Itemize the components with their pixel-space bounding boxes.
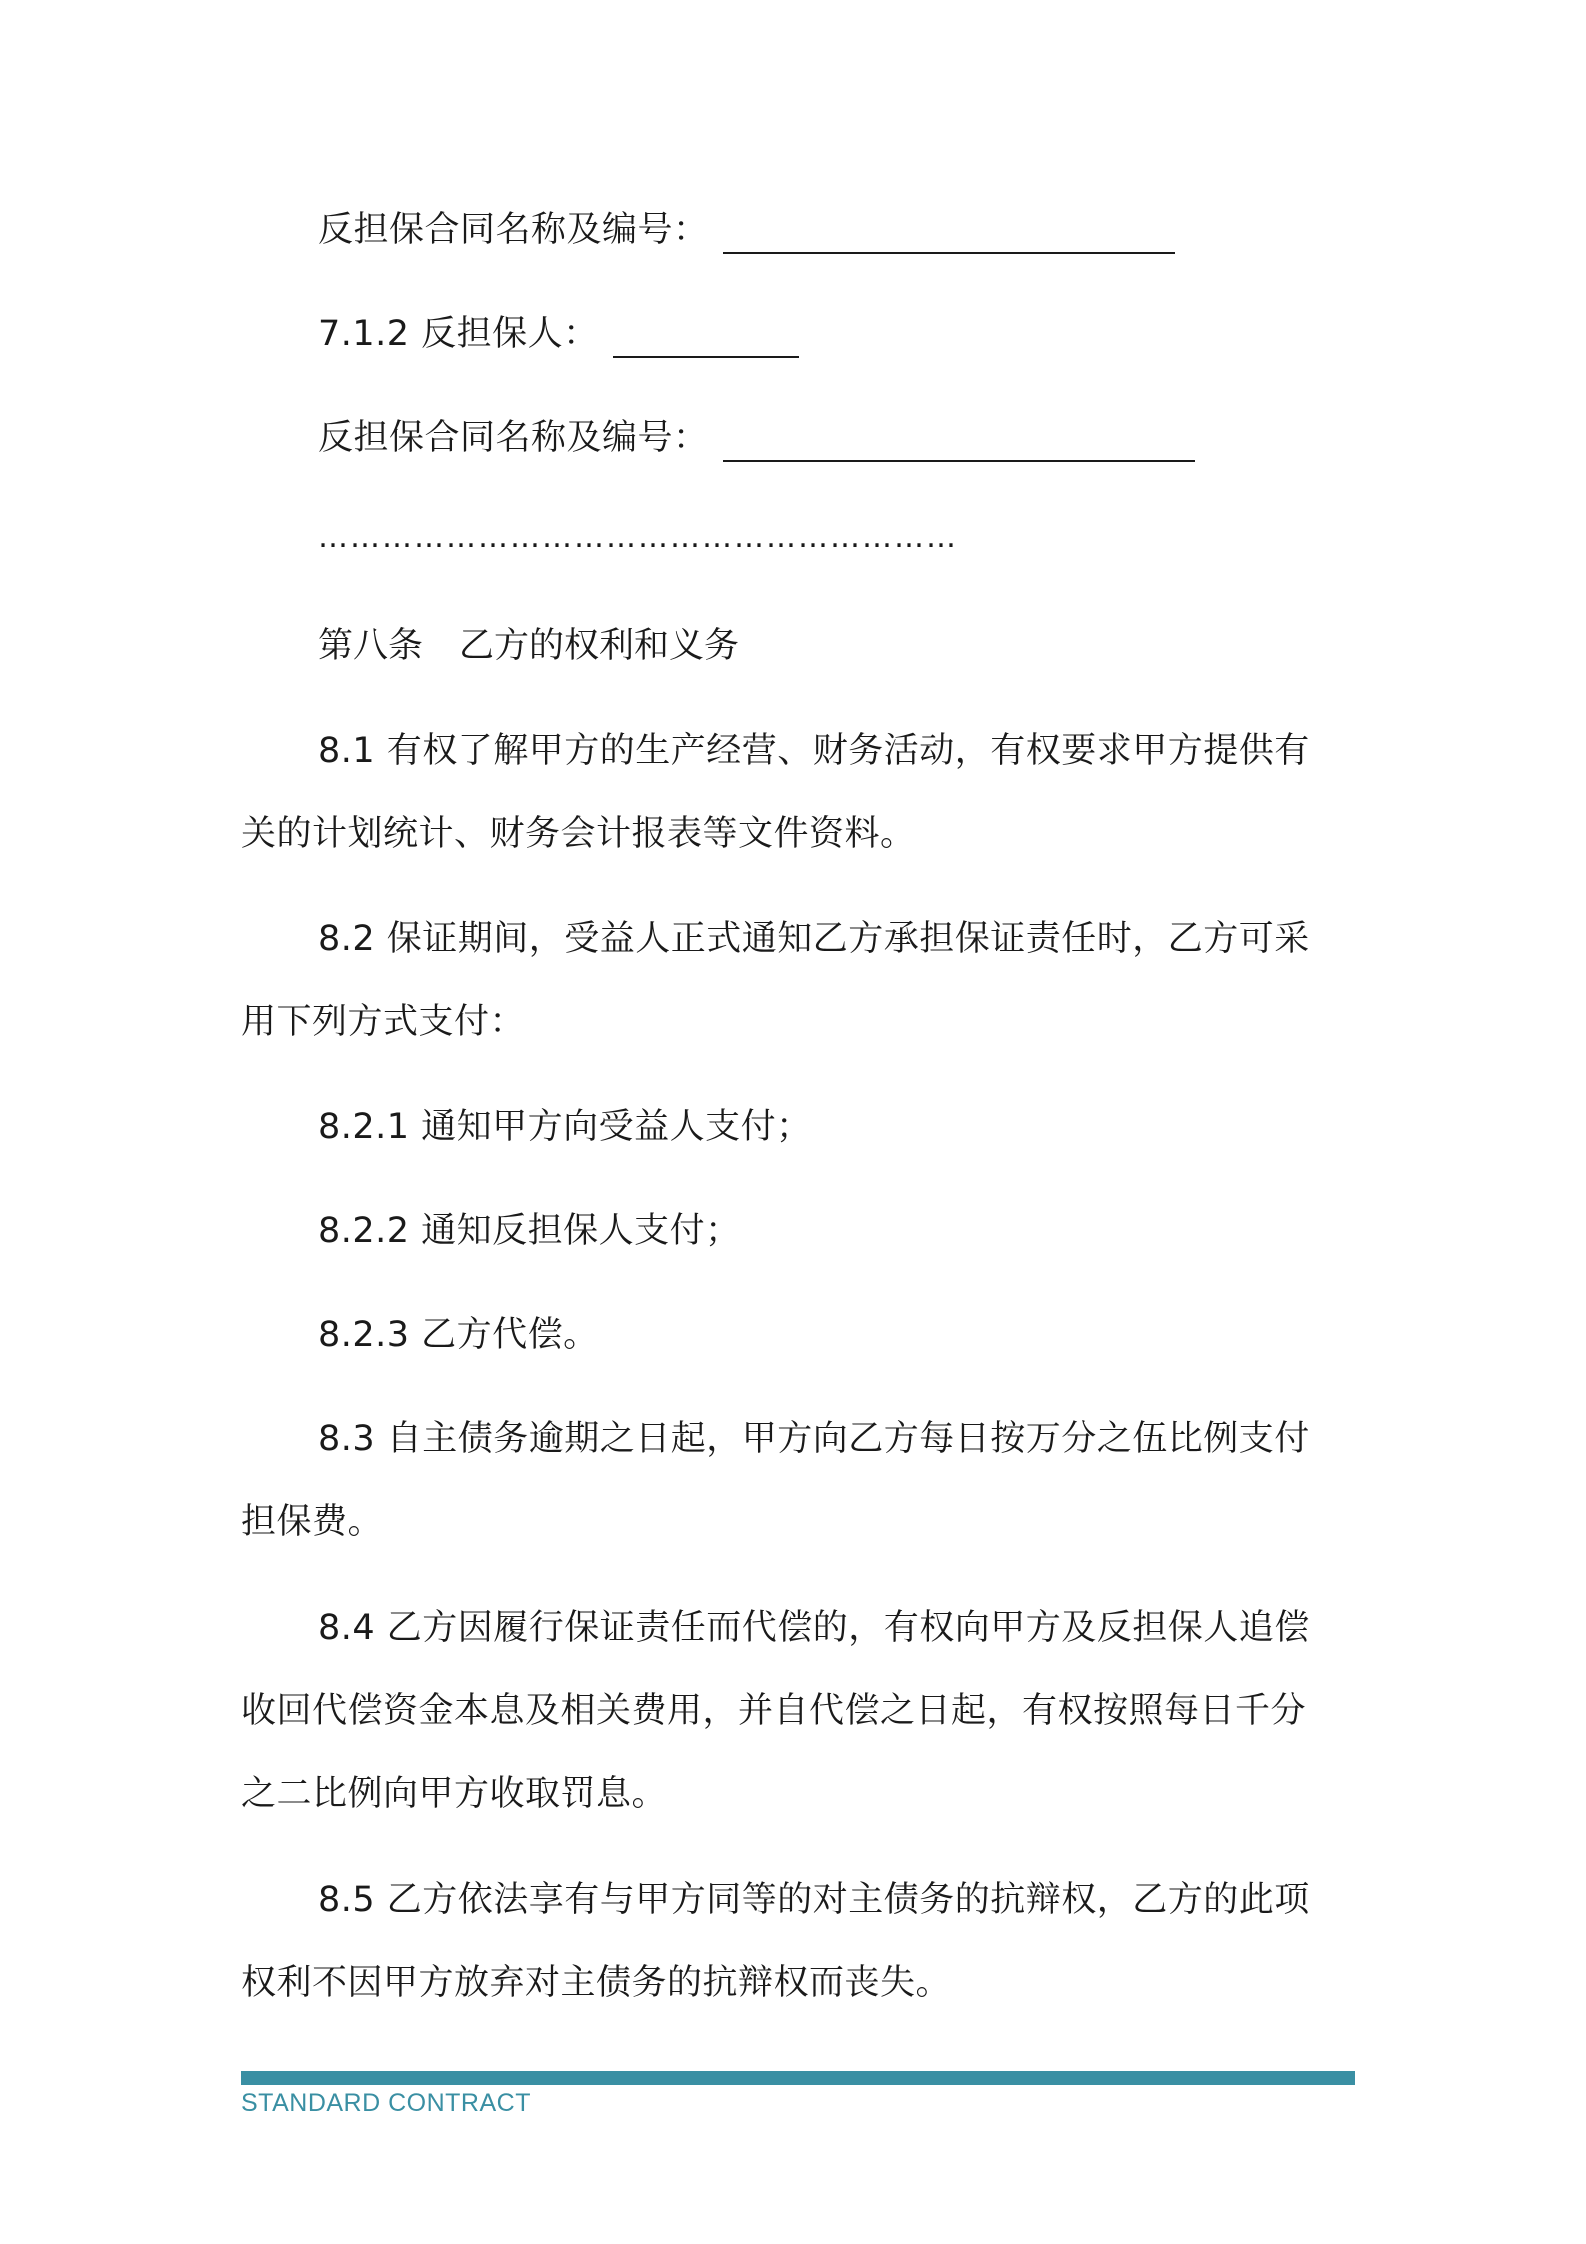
article-title: 乙方的权利和义务 [459,626,740,666]
fill-in-blank[interactable] [723,422,1195,462]
clause-8-4-line-1: 8.4 乙方因履行保证责任而代偿的，有权向甲方及反担保人追偿 [318,1608,1310,1648]
footer-label: STANDARD CONTRACT [241,2089,531,2117]
clause-8-3-line-1: 8.3 自主债务逾期之日起，甲方向乙方每日按万分之伍比例支付 [318,1419,1310,1459]
clause-8-2-line-1: 8.2 保证期间，受益人正式通知乙方承担保证责任时，乙方可采 [318,919,1310,959]
counter-guarantor-field [318,310,799,358]
clause-8-5-line-1: 8.5 乙方依法享有与甲方同等的对主债务的抗辩权，乙方的此项 [318,1880,1310,1920]
ellipsis-line: …………………………………………………… [318,520,958,555]
clause-8-5-line-2: 权利不因甲方放弃对主债务的抗辩权而丧失。 [241,1963,952,2003]
clause-8-4-line-2: 收回代偿资金本息及相关费用，并自代偿之日起，有权按照每日千分 [241,1691,1307,1731]
clause-8-2-2: 8.2.2 通知反担保人支付； [318,1211,741,1251]
field-label: 7.1.2 反担保人： [318,314,599,354]
clause-8-2-line-2: 用下列方式支付： [241,1002,526,1042]
field-label: 反担保合同名称及编号： [318,210,709,250]
clause-8-2-1: 8.2.1 通知甲方向受益人支付； [318,1107,812,1147]
counter-contract-name-field-2 [318,414,1195,462]
clause-8-3-line-2: 担保费。 [241,1502,384,1542]
clause-8-1-line-2: 关的计划统计、财务会计报表等文件资料。 [241,814,916,854]
footer-accent-bar [241,2071,1355,2085]
clause-8-2-3: 8.2.3 乙方代偿。 [318,1315,599,1355]
field-label: 反担保合同名称及编号： [318,418,709,458]
counter-contract-name-field-1 [318,206,1175,254]
clause-8-4-line-3: 之二比例向甲方收取罚息。 [241,1774,668,1814]
fill-in-blank[interactable] [723,214,1175,254]
fill-in-blank[interactable] [613,318,799,358]
article-number: 第八条 [318,626,424,666]
clause-8-1-line-1: 8.1 有权了解甲方的生产经营、财务活动，有权要求甲方提供有 [318,731,1310,771]
article-8-heading [318,622,739,670]
